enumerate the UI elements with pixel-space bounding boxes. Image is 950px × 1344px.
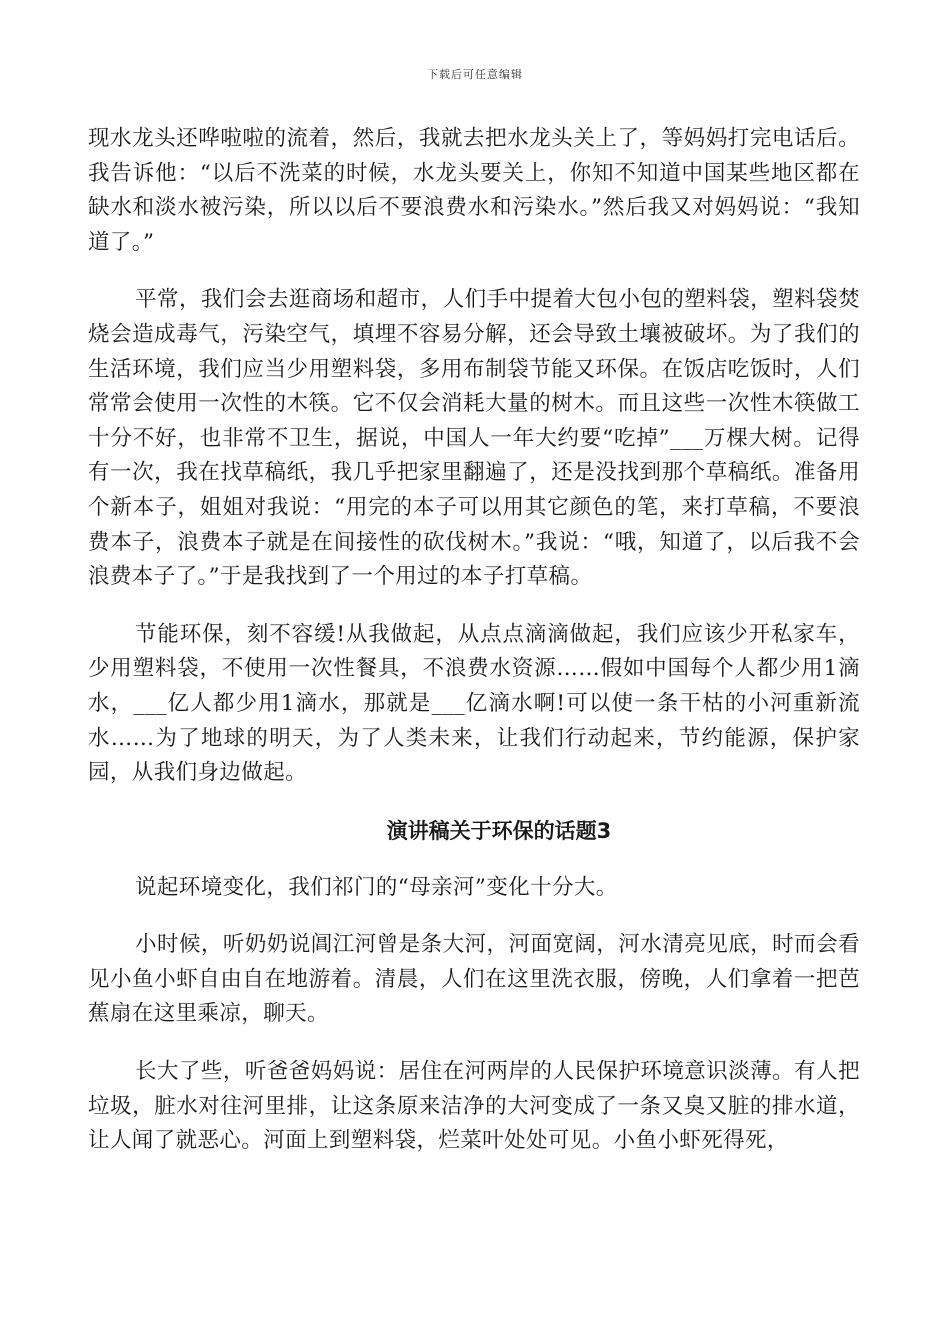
paragraph-gap — [88, 1032, 860, 1055]
paragraph-gap — [88, 260, 860, 283]
paragraph-2: 平常，我们会去逛商场和超市，人们手中提着大包小包的塑料袋，塑料袋焚烧会造成毒气，污染空气，填埋不容易分解，还会导致土壤被破坏。为了我们的生活环境，我们应当少用塑料袋，多用布制袋节能又环保。在饭店吃饭时，人们常常会使用一次性的木筷。它不仅会消耗大量的树木。而且这些一次性木筷做工十分不好，也非常不卫生，据说，中国人一年大约要“吃掉”___万棵大树。记得有一次，我在找草稿纸，我几乎把家里翻遍了，还是没找到那个草稿纸。准备用个新本子，姐姐对我说：“用完的本子可以用其它颜色的笔，来打草稿，不要浪费本子，浪费本子就是在间接性的砍伐树木。”我说：“哦，知道了，以后我不会浪费本子了。”于是我找到了一个用过的本子打草稿。 — [88, 287, 860, 590]
paragraph-4: 说起环境变化，我们祁门的“母亲河”变化十分大。 — [135, 874, 618, 900]
paragraph-gap — [88, 791, 860, 814]
paragraph-gap — [88, 848, 860, 871]
header-note: 下载后可任意编辑 — [427, 68, 523, 81]
paragraph-gap — [88, 905, 860, 928]
paragraph-6: 长大了些，听爸爸妈妈说：居住在河两岸的人民保护环境意识淡薄。有人把垃圾，脏水对往河里排，让这条原来洁净的大河变成了一条又臭又脏的排水道，让人闻了就恶心。河面上到塑料袋，烂菜叶处处可见。小鱼小虾死得死， — [88, 1059, 860, 1154]
document-body — [88, 122, 860, 1159]
paragraph-3: 节能环保，刻不容缓!从我做起，从点点滴滴做起，我们应该少开私家车，少用塑料袋，不使用一次性餐具，不浪费水资源……假如中国每个人都少用1滴水，___亿人都少用1滴水，那就是___亿滴水啊!可以使一条干枯的小河重新流水……为了地球的明天，为了人类未来，让我们行动起来，节约能源，保护家园，从我们身边做起。 — [88, 621, 860, 786]
paragraph-1: 现水龙头还哗啦啦的流着，然后，我就去把水龙头关上了，等妈妈打完电话后。我告诉他：“以后不洗菜的时候，水龙头要关上，你知不知道中国某些地区都在缺水和淡水被污染，所以以后不要浪费水和污染水。”然后我又对妈妈说：“我知道了。” — [88, 126, 860, 255]
paragraph-gap — [88, 595, 860, 618]
paragraph-5: 小时候，听奶奶说阊江河曾是条大河，河面宽阔，河水清亮见底，时而会看见小鱼小虾自由自在地游着。清晨，人们在这里洗衣服，傍晚，人们拿着一把芭蕉扇在这里乘凉，聊天。 — [88, 932, 860, 1027]
section-heading: 演讲稿关于环保的话题3 — [386, 818, 612, 843]
